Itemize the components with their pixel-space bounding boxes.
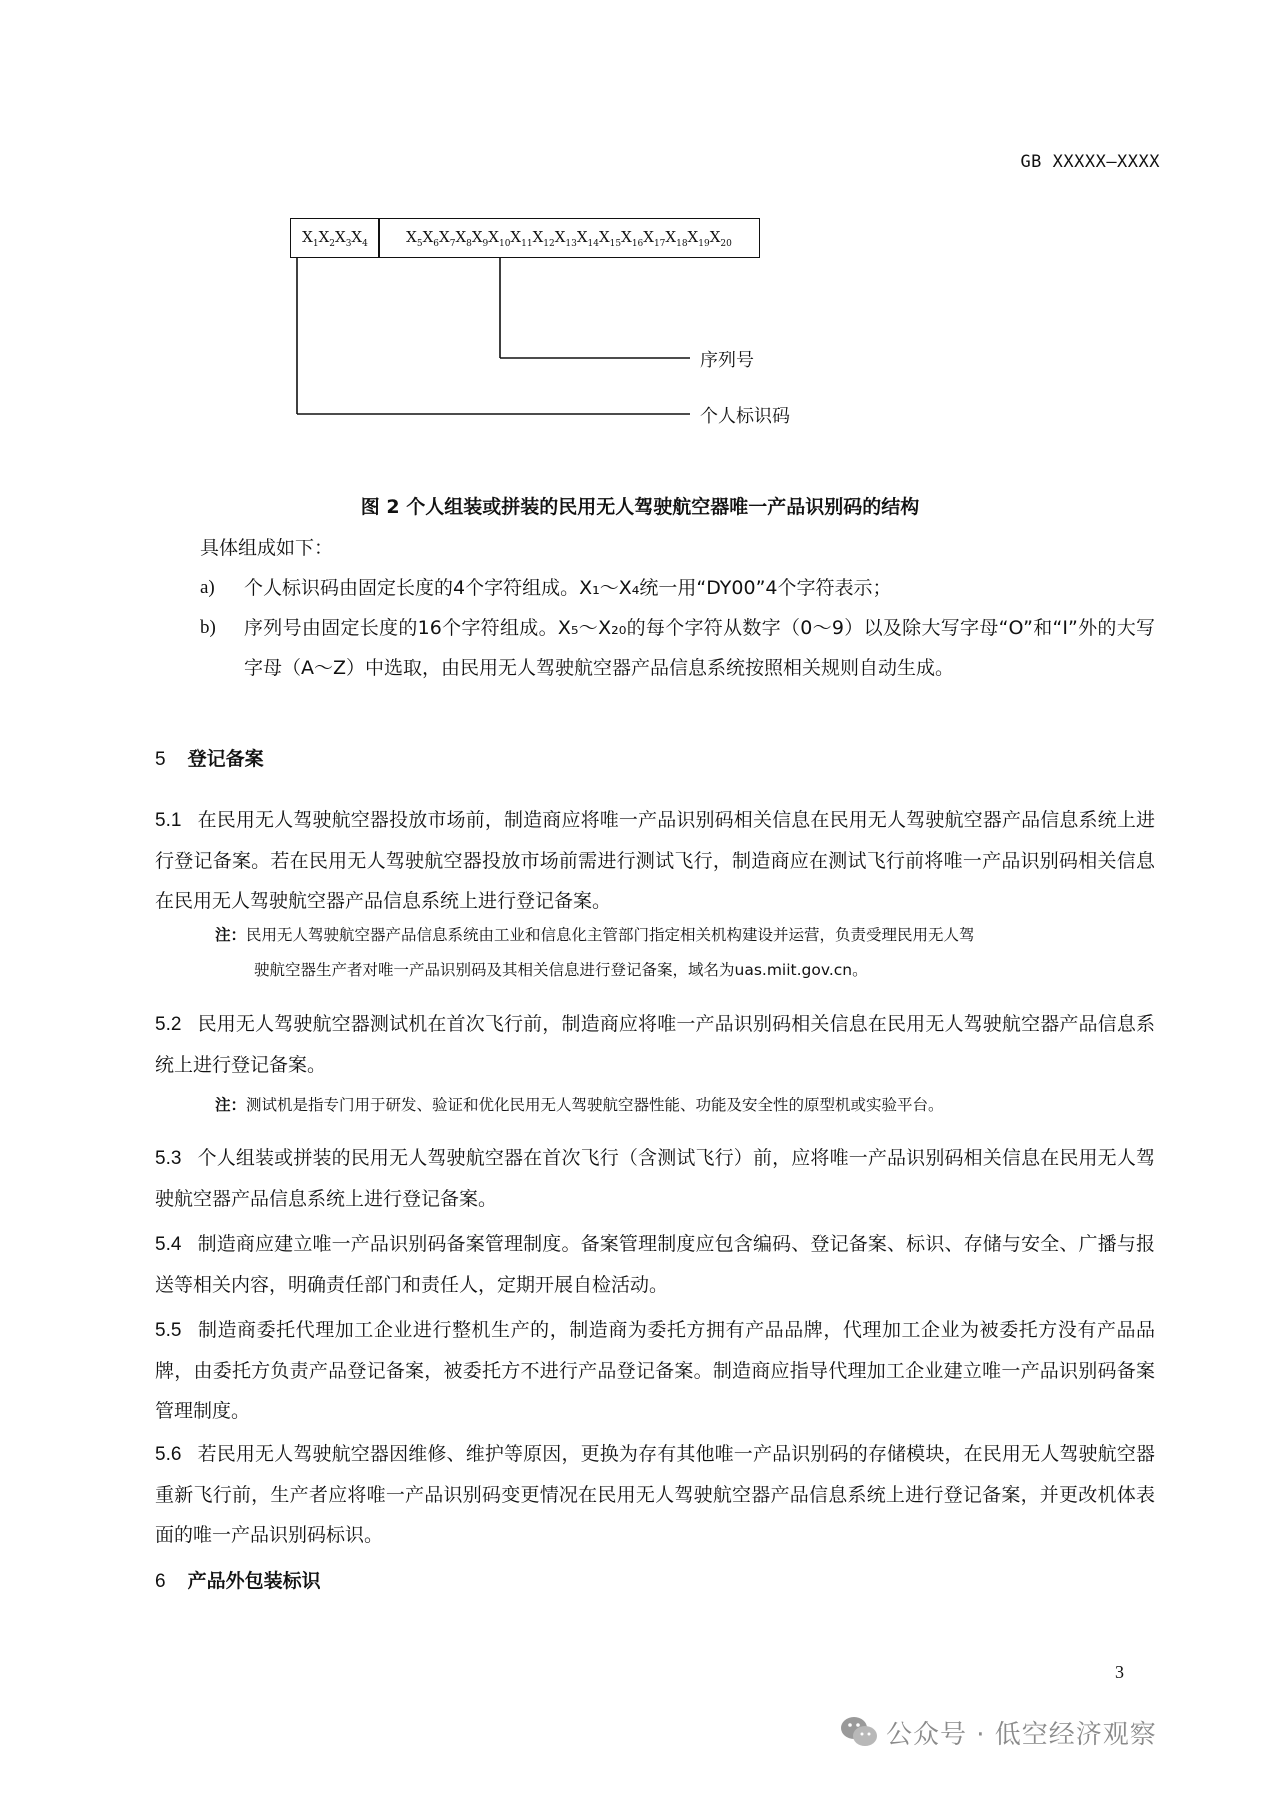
clause-5-2 xyxy=(155,1004,1155,1085)
section-5-heading: 5 登记备案 xyxy=(155,748,264,770)
figure-caption: 图 2 个人组装或拼装的民用无人驾驶航空器唯一产品识别码的结构 xyxy=(360,496,920,518)
clause-number: 5.4 xyxy=(155,1234,182,1255)
list-marker: b) xyxy=(200,617,216,638)
list-marker: a) xyxy=(200,577,215,598)
clause-number: 5.1 xyxy=(155,810,182,831)
section-6-heading: 6 产品外包装标识 xyxy=(155,1570,321,1592)
wechat-icon xyxy=(840,1715,878,1749)
code-char: $X_{12}$ xyxy=(532,227,555,249)
note-1: 注：民用无人驾驶航空器产品信息系统由工业和信息化主管部门指定相关机构建设并运营，负责受理民用无人驾 驶航空器生产者对唯一产品识别码及其相关信息进行登记备案，域名为uas.miit.gov.cn。 xyxy=(215,926,975,979)
watermark-text: 公众号 · 低空经济观察 xyxy=(886,1719,1157,1750)
code-char: $X_{18}$ xyxy=(665,227,688,249)
code-char: $X_{20}$ xyxy=(709,227,732,249)
code-char: $X_{19}$ xyxy=(687,227,710,249)
code-char: $X_{10}$ xyxy=(488,227,511,249)
clause-5-1 xyxy=(155,800,1155,921)
code-char: $X_7$ xyxy=(439,227,456,249)
code-char: $X_{15}$ xyxy=(598,227,622,249)
code-char: $X_2$ xyxy=(318,227,335,249)
code-char: $X_4$ xyxy=(351,227,368,249)
code-char: $X_9$ xyxy=(471,227,489,249)
callout-lines xyxy=(290,218,930,448)
clause-number: 5.2 xyxy=(155,1014,182,1035)
watermark xyxy=(840,1710,1157,1754)
clause-text: 个人组装或拼装的民用无人驾驶航空器在首次飞行（含测试飞行）前，应将唯一产品识别码相关信息在民用无人驾驶航空器产品信息系统上进行登记备案。 xyxy=(155,1147,1155,1210)
clause-text: 在民用无人驾驶航空器投放市场前，制造商应将唯一产品识别码相关信息在民用无人驾驶航空器产品信息系统上进行登记备案。若在民用无人驾驶航空器投放市场前需进行测试飞行，制造商应在测试飞行前将唯一产品识别码相关信息在民用无人驾驶航空器产品信息系统上进行登记备案。 xyxy=(155,809,1155,912)
code-structure-diagram xyxy=(290,218,930,448)
list-item-a xyxy=(200,568,1155,608)
list-text: 个人标识码由固定长度的4个字符组成。X₁～X₄统一用“DY00”4个字符表示； xyxy=(244,577,892,599)
code-char: $X_5$ xyxy=(406,227,423,249)
note-2: 注：测试机是指专门用于研发、验证和优化民用无人驾驶航空器性能、功能及安全性的原型机或实验平台。 xyxy=(215,1096,944,1114)
clause-number: 5.5 xyxy=(155,1320,182,1341)
clause-text: 若民用无人驾驶航空器因维修、维护等原因，更换为存有其他唯一产品识别码的存储模块，在民用无人驾驶航空器重新飞行前，生产者应将唯一产品识别码变更情况在民用无人驾驶航空器产品信息系统上进行登记备案，并更改机体表面的唯一产品识别码标识。 xyxy=(155,1443,1155,1546)
code-char: $X_1$ xyxy=(302,227,319,249)
clause-text: 制造商应建立唯一产品识别码备案管理制度。备案管理制度应包含编码、登记备案、标识、存储与安全、广播与报送等相关内容，明确责任部门和责任人，定期开展自检活动。 xyxy=(155,1233,1155,1296)
clause-5-5 xyxy=(155,1310,1155,1431)
code-char: $X_{16}$ xyxy=(621,227,644,249)
code-char: $X_{14}$ xyxy=(576,227,599,249)
code-char: $X_{17}$ xyxy=(643,227,666,249)
clause-5-3 xyxy=(155,1138,1155,1219)
clause-text: 制造商委托代理加工企业进行整机生产的，制造商为委托方拥有产品品牌，代理加工企业为被委托方没有产品品牌，由委托方负责产品登记备案，被委托方不进行产品登记备案。制造商应指导代理加工企业建立唯一产品识别码备案管理制度。 xyxy=(155,1319,1155,1422)
clause-5-4 xyxy=(155,1224,1155,1305)
page-number: 3 xyxy=(1115,1662,1124,1682)
clause-text: 民用无人驾驶航空器测试机在首次飞行前，制造商应将唯一产品识别码相关信息在民用无人驾驶航空器产品信息系统上进行登记备案。 xyxy=(155,1013,1155,1076)
code-char: $X_8$ xyxy=(455,227,472,249)
clause-number: 5.3 xyxy=(155,1148,182,1169)
standard-code: GB XXXXX—XXXX xyxy=(1020,152,1160,172)
list-text: 序列号由固定长度的16个字符组成。X₅～X₂₀的每个字符从数字（0～9）以及除大写字母“O”和“I”外的大写字母（A～Z）中选取，由民用无人驾驶航空器产品信息系统按照相关规则自动生成。 xyxy=(244,617,1155,679)
personal-code-label: 个人标识码 xyxy=(700,406,790,427)
code-char: $X_{13}$ xyxy=(554,227,577,249)
serial-label: 序列号 xyxy=(700,350,754,371)
list-item-b xyxy=(200,608,1155,688)
composition-intro: 具体组成如下： xyxy=(200,537,334,559)
clause-5-6 xyxy=(155,1434,1155,1555)
code-char: $X_6$ xyxy=(422,227,440,249)
code-char: $X_3$ xyxy=(335,227,352,249)
clause-number: 5.6 xyxy=(155,1444,182,1465)
code-char: $X_{11}$ xyxy=(510,227,533,249)
